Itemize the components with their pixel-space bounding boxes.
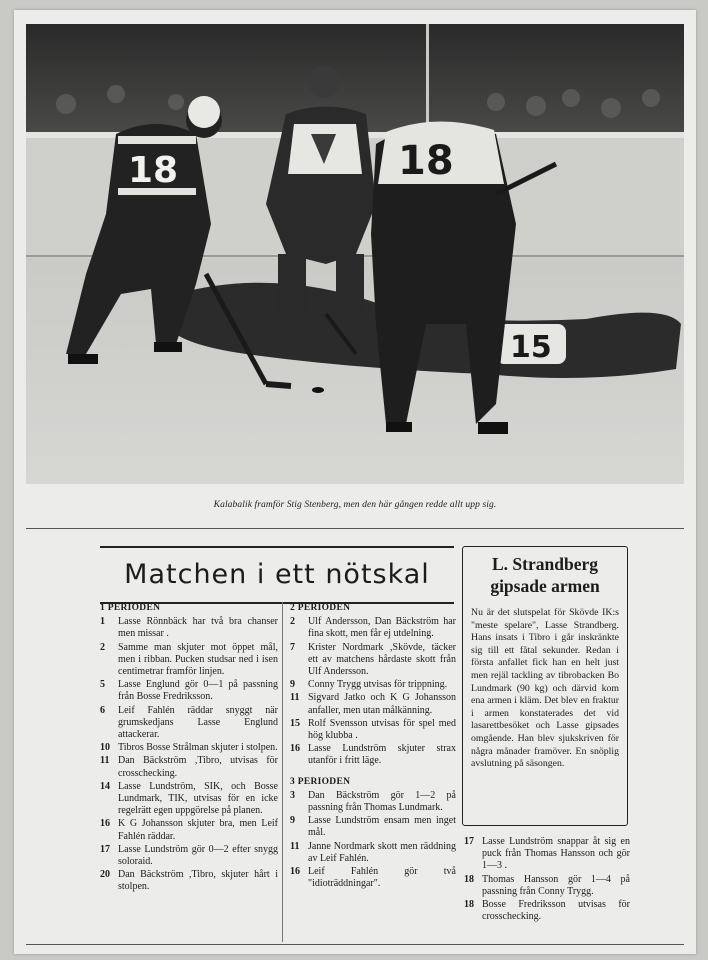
- event-minute: 16: [100, 818, 110, 830]
- event-minute: 1: [100, 616, 105, 628]
- event-minute: 2: [290, 616, 295, 628]
- event-minute: 18: [464, 873, 474, 885]
- event-list: [464, 836, 630, 923]
- event-item: [100, 755, 278, 779]
- event-item: [100, 679, 278, 703]
- event-minute: 7: [290, 641, 295, 653]
- event-text: Leif Fahlén räddar snyggt när grumskedjans Lasse Englund attackerar.: [118, 704, 278, 741]
- event-text: Dan Bäckström gör 1—2 på passning från Thomas Lundmark.: [308, 789, 456, 814]
- event-item: [290, 790, 456, 814]
- sidebar-headline-line: L. Strandberg: [492, 554, 598, 574]
- event-minute: 16: [290, 866, 300, 878]
- sidebar-headline-line: gipsade armen: [490, 576, 600, 596]
- event-minute: 9: [290, 815, 295, 827]
- event-item: [290, 616, 456, 640]
- event-minute: 17: [100, 843, 110, 855]
- event-text: Thomas Hansson gör 1—4 på passning från Conny Trygg.: [482, 873, 630, 897]
- event-minute: 18: [464, 899, 474, 911]
- column-period-2-3: [290, 602, 456, 891]
- event-item: [100, 642, 278, 679]
- event-text: K G Johansson skjuter bra, men Leif Fahlén räddar.: [118, 818, 278, 842]
- event-item: [290, 815, 456, 839]
- event-item: [100, 869, 278, 893]
- event-minute: 9: [290, 679, 295, 691]
- event-minute: 15: [290, 717, 300, 729]
- event-minute: 20: [100, 869, 110, 881]
- event-text: Sigvard Jatko och K G Johansson anfaller, men utan målkänning.: [308, 692, 456, 716]
- event-minute: 11: [290, 692, 300, 704]
- event-text: Ulf Andersson, Dan Bäckström har fina skott, men får ej utdelning.: [308, 616, 456, 640]
- column-period-1: [100, 602, 278, 895]
- event-minute: 11: [290, 840, 300, 852]
- jersey-number-18-left: 18: [128, 150, 179, 191]
- event-text: Tibros Bosse Strålman skjuter i stolpen.: [118, 742, 278, 754]
- section-title: 3 PERIODEN: [290, 776, 351, 787]
- event-minute: 17: [464, 836, 474, 847]
- event-text: Rolf Svensson utvisas för spel med hög klubba .: [308, 717, 456, 742]
- event-item: [100, 781, 278, 818]
- event-text: Janne Nordmark skott men räddning av Leif Fahlén.: [308, 840, 456, 864]
- event-text: Bosse Fredriksson utvisas för crosschecking.: [482, 899, 630, 923]
- bottom-rule: [26, 944, 684, 945]
- event-text: Lasse Englund gör 0—1 på passning från Bosse Fredriksson.: [118, 679, 278, 703]
- event-text: Lasse Lundström, SIK, och Bosse Lundmark, TIK, utvisas för en icke regelrätt egen uppgörelse på planen.: [118, 780, 278, 817]
- hockey-photo: [26, 24, 684, 484]
- event-minute: 3: [290, 789, 295, 801]
- event-item: [290, 642, 456, 679]
- event-minute: 2: [100, 641, 105, 653]
- section-title: 2 PERIODEN: [290, 603, 351, 613]
- event-item: [100, 616, 278, 640]
- event-text: Lasse Lundström snappar åt sig en puck från Thomas Hansson och gör 1—3 .: [482, 836, 630, 872]
- sidebar-headline: [471, 553, 619, 597]
- divider: [26, 528, 684, 529]
- event-item: [464, 899, 630, 923]
- column-period-3-cont: [464, 836, 630, 924]
- event-minute: 6: [100, 704, 105, 716]
- event-text: Lasse Lundström ensam men inget mål.: [308, 815, 456, 839]
- event-text: Leif Fahlén gör två "idioträddningar".: [308, 866, 456, 890]
- event-minute: 16: [290, 743, 300, 755]
- event-item: [290, 866, 456, 890]
- jersey-number-15: 15: [510, 330, 552, 365]
- event-text: Dan Bäckström ,Tibro, utvisas för crosschecking.: [118, 755, 278, 779]
- event-item: [100, 705, 278, 742]
- event-item: [290, 841, 456, 865]
- event-item: [290, 718, 456, 742]
- jersey-number-18-right: 18: [398, 138, 454, 184]
- event-list: [100, 616, 278, 893]
- event-text: Lasse Lundström skjuter strax utanför i fritt läge.: [308, 743, 456, 767]
- event-text: Conny Trygg utvisas för trippning.: [308, 679, 448, 691]
- event-text: Dan Bäckström ,Tibro, skjuter hårt i stolpen.: [118, 869, 278, 893]
- event-item: [464, 874, 630, 898]
- event-minute: 10: [100, 742, 110, 754]
- event-item: [100, 844, 278, 868]
- event-item: [290, 692, 456, 716]
- event-minute: 11: [100, 755, 110, 767]
- event-text: Lasse Rönnbäck har två bra chanser men missar .: [118, 616, 278, 640]
- event-minute: 14: [100, 780, 110, 792]
- event-minute: 5: [100, 679, 105, 691]
- section-title: 1 PERIODEN: [100, 603, 161, 613]
- event-item: [290, 743, 456, 767]
- event-item: [464, 836, 630, 873]
- hockey-scene-illustration: [26, 24, 684, 484]
- event-text: Lasse Lundström gör 0—2 efter snygg soloraid.: [118, 843, 278, 868]
- event-text: Samme man skjuter mot öppet mål, men i ribban. Pucken studsar ned i isen centimetrar framför linjen.: [118, 641, 278, 678]
- column-divider: [282, 602, 283, 942]
- event-list: [290, 790, 456, 891]
- event-item: [290, 679, 456, 691]
- event-item: [100, 818, 278, 842]
- sidebar-body: Nu är det slutspelat för Skövde IK:s "meste spelare", Lasse Strandberg. Hans insats i Tibro i går inskränkte sig till ett fåtal sekunder. Redan i första anfallet fick han en helt just men rejäl tackling av tibrobacken Bo Lundmark (90 kg) och därvid kom ena armen i kläm. Det blev en fraktur i armen konstaterades det vid lasarettbesöket och Lasse gipsades omgående. Han blev sjukskriven för några månader framöver. En snöplig avslutning på säsongen.: [471, 607, 619, 770]
- headline: Matchen i ett nötskal: [100, 546, 454, 604]
- event-item: [100, 742, 278, 754]
- photo-caption: Kalabalik framför Stig Stenberg, men den här gången redde allt upp sig.: [213, 500, 497, 510]
- sidebar-article: [462, 546, 628, 826]
- event-text: Krister Nordmark ,Skövde, täcker ett av matchens hårdaste skott från Ulf Andersson.: [308, 641, 456, 678]
- newspaper-clipping: [14, 10, 696, 954]
- event-list: [290, 616, 456, 767]
